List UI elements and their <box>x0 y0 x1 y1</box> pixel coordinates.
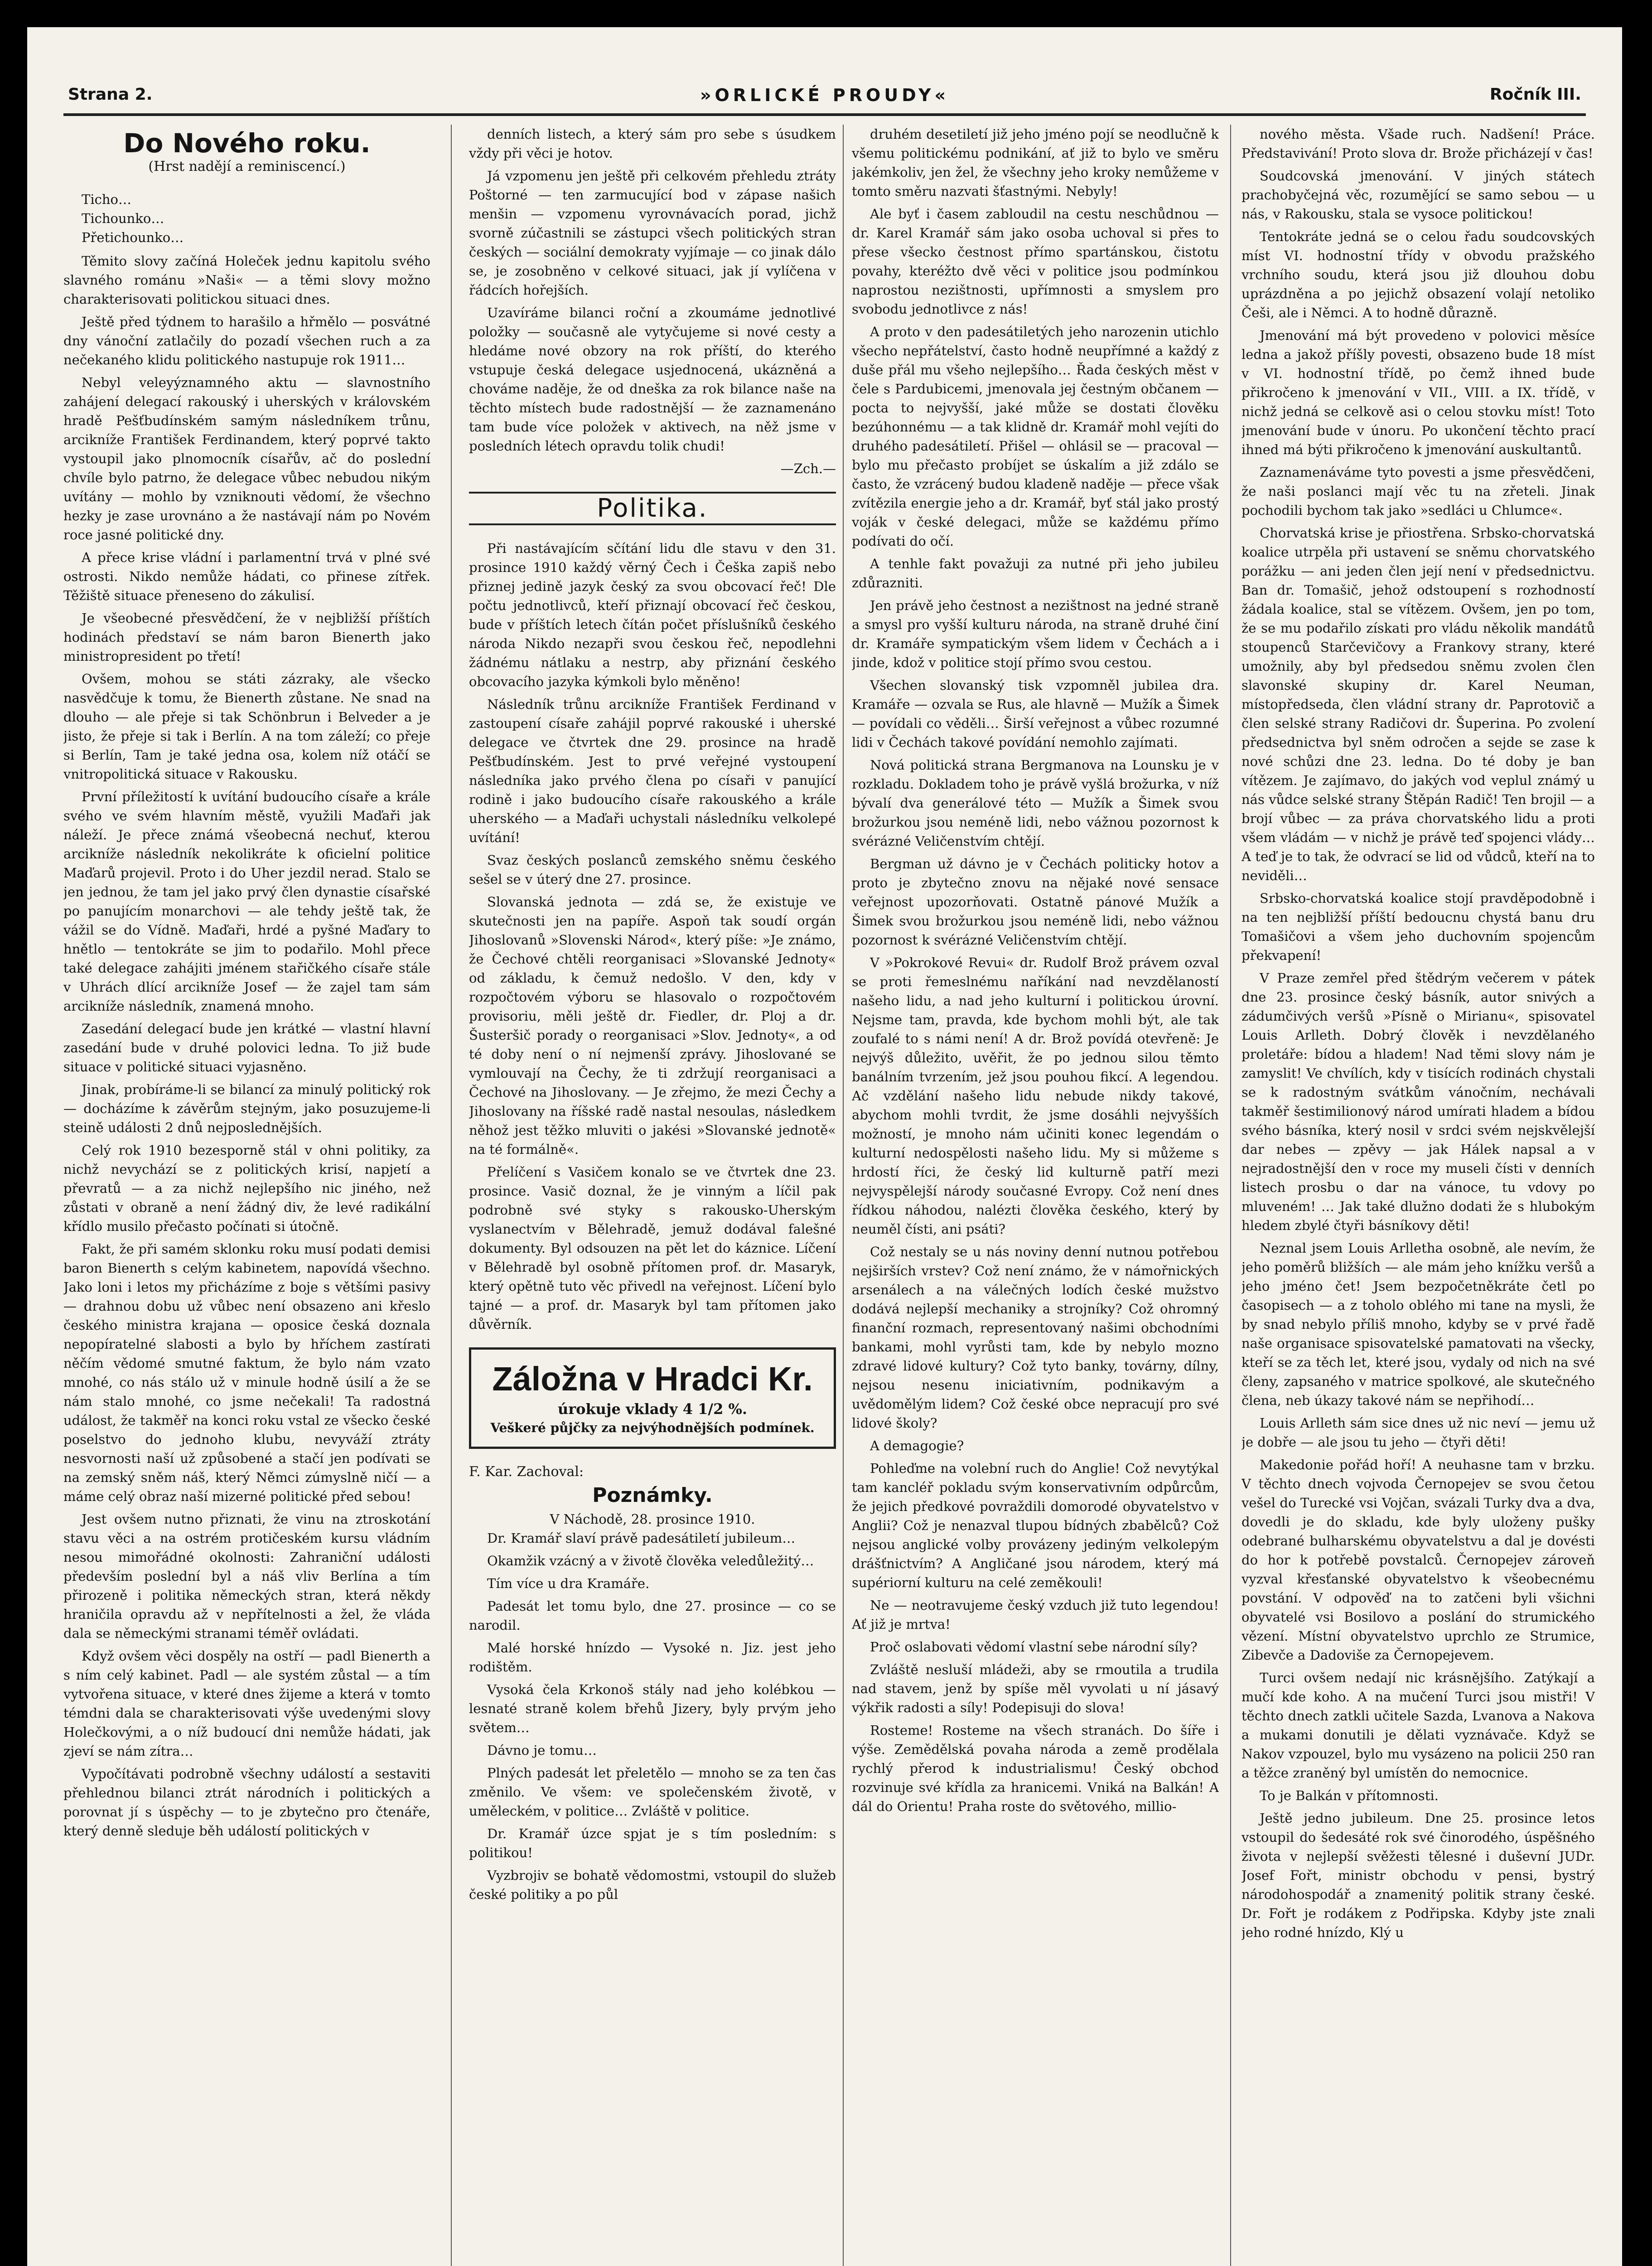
article-body <box>1241 125 1595 1942</box>
paragraph: To je Balkán v přítomnosti. <box>1260 1788 1439 1803</box>
paragraph: První příležitostí k uvítání budoucího císaře a krále svého ve svém hlavním městě, využili Maďaři jak náleží. Je přece známá všeobecná nechuť, kterou arcikníže následník nekolikráte k oficielní politice Maďarů projevil. Proto i do Uher jezdil nerad. Stalo se jen jednou, že tam jel jako prvý člen dynastie císařské po panujícím monarchovi — ale tehdy ještě tak, že vážil se do Vídně. Maďaři, hrdé a pyšné Maďary to hnětlo — tentokráte se jim to podařilo. Mohl přece také delegace zahájiti jménem stařičkého císaře stále v Uhrách dlící arcikníže Josef — že zajel tam sám arcikníže následník, znamená mnoho. <box>63 789 430 1014</box>
page-number: Strana 2. <box>68 85 153 104</box>
paragraph: Ne — neotravujeme český vzduch již tuto legendou! Ať již je mrtva! <box>852 1598 1219 1632</box>
paragraph: Proč oslabovati vědomí vlastní sebe národní síly? <box>870 1639 1198 1655</box>
paragraph: Soudcovská jmenování. V jiných státech prachobyčejná věc, rozumějící se samo sebou — u nás, v Rakousku, stala se vysoce politickou! <box>1241 168 1595 222</box>
politics-section <box>469 539 836 1334</box>
bank-advertisement <box>469 1347 836 1449</box>
paragraph: Jest ovšem nutno přiznati, že vinu na ztroskotání stavu věci a na ostrém protičeském kursu vládním nesou mimořádné okolnosti: Zahraniční události především poslední byl a náš vliv Berlína a tím přirozeně i politika německých stran, která někdy hraničila opravdu až v nepřítelnosti a žel, že vláda dala se německými stranami téměř ovládati. <box>63 1511 430 1641</box>
author-signature: —Zch.— <box>780 461 836 476</box>
paragraph: Ovšem, mohou se státi zázraky, ale všecko nasvědčuje k tomu, že Bienerth zůstane. Ne snad na dlouho — ale přeje si tak Schönbrun i Belveder a je jisto, že přeje si tak i Berlín. A na tom záleží; co přeje si Berlín, Tam je také jedna osa, kolem níž otáčí se vnitropolitická situace v Rakousku. <box>63 671 430 782</box>
paragraph: Vyzbrojiv se bohatě vědomostmi, vstoupil do služeb české politiky a po půl <box>469 1868 836 1902</box>
paragraph: Okamžik vzácný a v životě člověka veledůležitý… <box>487 1553 814 1569</box>
paragraph: Bergman už dávno je v Čechách politicky hotov a proto je zbytečno znovu na nějaké nové sensace veřejnost upozorňovati. Ostatně pánové Mužík a Šimek svou brožurkou jsou neméně lidi, nebo vážnou pozornost k svérázné Veličenstvím chtějí. <box>852 856 1219 948</box>
paragraph: Pohleďme na volební ruch do Anglie! Což nevytýkal tam kancléř pokladu svým konservativním odpůrcům, že jejich předkové povraždili domorodé obyvatelstvo v Anglii? Což je nenazval tlupou bídných zbabělců? Což nejsou anglické volby provázeny jediným velkolepým drášťnictvím? A Angličané jsou národem, který má supériorní kulturu na celé zeměkouli! <box>852 1461 1219 1590</box>
paragraph: Rosteme! Rosteme na všech stranách. Do šíře i výše. Zemědělská povaha národa a země prodělala rychlý přerod k industrialismu! Český obchod rozvinuje své křídla za hranicemi. Vniká na Balkán! A dál do Orientu! Praha roste do světového, millio- <box>852 1723 1219 1814</box>
paragraph: Zasedání delegací bude jen krátké — vlastní hlavní zasedání bude v druhé polovici ledna. To již bude situace v politické situaci vyjasněno. <box>63 1021 430 1075</box>
paragraph: Turci ovšem nedají nic krásnějšího. Zatýkají a mučí kde koho. A na mučení Turci jsou mistři! V těchto dnech zatkli učitele Sazda, Lvanova a Nakova a mukami donutili je dělati vyznávače. Když se Nakov vzpouzel, bylo mu vysázeno na policii 250 ran a těžce zraněný byl umístěn do nemocnice. <box>1241 1670 1595 1781</box>
paragraph: Padesát let tomu bylo, dne 27. prosince — co se narodil. <box>469 1598 836 1633</box>
paragraph: Srbsko-chorvatská koalice stojí pravděpodobně i na ten nejbližší příští bedoucnu chystá banu dru Tomašičovi a všem jeho duchovním spojencům překvapení! <box>1241 891 1595 963</box>
paragraph: Celý rok 1910 bezesporně stál v ohni politiky, za nichž nevychází se z politických krisí, napjetí a převratů — a za nichž nejlepšího nic jiného, než zůstati v obraně a není žádný div, že levé radikální křídlo musilo přečasto počínati si útočně. <box>63 1143 430 1234</box>
column-1 <box>63 125 430 2266</box>
paragraph: Tím více u dra Kramáře. <box>487 1576 650 1591</box>
paragraph: druhém desetiletí již jeho jméno pojí se neodlučně k všemu politickému podnikání, ať již to bylo ve směru jakémkoliv, jen žel, že všechny jeho kroky nemůžeme v tomto směru nazvati šťastnými. Nebyly! <box>852 126 1219 199</box>
column-2 <box>469 125 836 2266</box>
article-title: Do Nového roku. <box>123 128 371 159</box>
paragraph: Zvláště nesluší mládeži, aby se rmoutila a trudila nad stavem, jenž by spíše měl vyvolati u ní jásavý výkřik radosti a síly! Podepisuji do slova! <box>852 1662 1219 1715</box>
paragraph: Fakt, že při samém sklonku roku musí podati demisi baron Bienerth s celým kabinetem, napovídá všechno. Jako loni i letos my přicházíme z boje s většími pasivy — drahnou dobu už vůbec není obsazeno ani křeslo českého ministra krajana — oposice česká doznala nepopíratelné slabosti a bylo by hříchem zastírati něčím vědomé smutné faktum, že bylo nám vzato mnohé, co nás stálo už v minule hodně úsilí a že se nám stalo mnohé, co jsme nečekali! Ta radostná událost, že takměř na konci roku vstal ze všecko české poselstvo do jednoho klubu, nevyváží ztráty nesvornosti naší už způsobené a stačí jen podívati se na zemský sněm náš, který Němci zúmyslně ničí — a máme celý obraz naší mizerné politické před sebou! <box>63 1241 430 1504</box>
paragraph: Ale byť i časem zabloudil na cestu neschůdnou — dr. Karel Kramář sám jako osoba uchoval si přes to přese všecko čestnost přímo spartánskou, čistotu povahy, kteréžto dvě věci v politice jsou podmínkou naprostou nezištnosti, upřímnosti a smyslem pro svobodu jednotlivce z nás! <box>852 206 1219 317</box>
paragraph: Jmenování má být provedeno v polovici měsíce ledna a jakož příšly povesti, obsazeno bude 18 míst v VI. hodnostní třídě, po čemž ihned bude přikročeno k jmenování v VII., VIII. a IX. třídě, v nichž jedná se celkově asi o celou stovku míst! Toto jmenování bude v únoru. Po ukončení těchto prací ihned má býti přikročeno k jmenování auskultantů. <box>1241 328 1595 457</box>
paragraph: Slovanská jednota — zdá se, že existuje ve skutečnosti jen na papíře. Aspoň tak soudí orgán Jihoslovanů »Slovenski Národ«, který píše: »Je známo, že Čechové chtěli reorganisaci »Slovanské Jednoty« od základu, k čemuž nedošlo. V den, kdy v rozpočtovém výboru se hlasovalo o rozpočtovém provisoriu, měli ještě dr. Fiedler, dr. Ploj a dr. Šusteršič porady o reorganisaci »Slov. Jednoty«, a od té doby není o ní nejmenší zprávy. Jihoslované se vymlouvají na Čechy, že ti zdržují reorganisaci a Čechové na Jihoslovany. — Je zřejmo, že mezi Čechy a Jihoslovany na říšské radě nastal nesoulas, následkem něhož jest těžko mluviti o jakési »Slovanské jednotě« na té formálně«. <box>469 894 836 1157</box>
column-divider <box>843 125 844 2266</box>
paragraph: A proto v den padesátiletých jeho narozenin utichlo všecho nepřátelství, často hodně neupřímné a každý z duše přál mu všeho nejlepšího… Řada českých měst v čele s Pardubicemi, jmenovala jej čestným občanem — pocta to nejvyšší, jaké může se dostati člověku bezúhonnému — a tak klidně dr. Kramář mohl vejíti do druhého padesátiletí. Přišel — ohlásil se — pracoval — bylo mu přečasto probíjet se úskalím a již zdálo se často, že vzrácený budou kladeně naděje — přece však zvítězila energie jeho a dr. Kramář, byť stál jako prostý voják v české delegaci, může se každému přímo podívati do očí. <box>852 324 1219 549</box>
paragraph: Ještě před týdnem to harašilo a hřmělo — posvátné dny vánoční zatlačily do pozadí všechen ruch a za nečekaného klidu politického nastupuje rok 1911… <box>63 314 430 368</box>
column-divider <box>1230 125 1231 2266</box>
paragraph: Svaz českých poslanců zemského sněmu českého sešel se v úterý dne 27. prosince. <box>469 852 836 887</box>
paragraph: Což nestaly se u nás noviny denní nutnou potřebou nejširších vrstev? Což není známo, že v námořnických arsenálech a na válečných lodích české mužstvo dodává nejlepší mechaniky a strojníky? Což ohromný finanční rozmach, representovaný našimi obchodními bankami, mohl vyrůsti tam, kde by nebylo mozno zdravé lidové kultury? Což tyto banky, továrny, dílny, nejsou nesenu iniciativním, podnikavým a uvědomělým lidem? Což české obce nepracují pro své lidové školy? <box>852 1244 1219 1431</box>
paragraph: Dr. Kramář slaví právě padesátiletí jubileum… <box>487 1530 796 1546</box>
paragraph: Makedonie pořád hoří! A neuhasne tam v brzku. V těchto dnech vojvoda Černopejev se svou četou vešel do Turecké vsi Vojčan, svázali Turky dva a dva, dovedli je do skladu, kde byly uloženy pušky odebrané bulharskému obyvatelstvu a dal je dovésti do hor k potřebě povstalců. Černopejev zároveň vyzval křesťanské obyvatelstvo k všeobecnému povstání. V odpověď na to zatčeni byli všichni obyvatelé vsi Bosilovo a poslání do strumického vězení. Místní obyvatelstvo uprchlo ze Strumice, Zibevče a Dadoviše za Černopejevem. <box>1241 1457 1595 1663</box>
paragraph: Dr. Kramář úzce spjat je s tím posledním: s politikou! <box>469 1826 836 1860</box>
paragraph: Zaznamenáváme tyto povesti a jsme přesvědčeni, že naši poslanci mají věc tu na zřeteli. Jinak pochodili bychom tak jako »sedláci u Chlumce«. <box>1241 465 1595 518</box>
dateline: V Náchodě, 28. prosince 1910. <box>550 1511 755 1527</box>
paragraph: Vysoká čela Krkonoš stály nad jeho kolébkou — lesnaté straně kolem břehů Jizery, byly prvým jeho světem… <box>469 1682 836 1735</box>
page-header <box>63 77 1586 116</box>
paragraph: A demagogie? <box>870 1438 964 1453</box>
paragraph: Já vzpomenu jen ještě při celkovém přehledu ztráty Poštorné — ten zarmucující bod v zápase našich menšin — vzpomenu vyrovnávacích porad, jichž svorně zúčastnili se zástupci všech politických stran českých — sociální demokraty vyjímaje — co jinak dálo se, je zosobněno v celkové situaci, jak jí vylíčena v řádcích hořejších. <box>469 168 836 298</box>
article-body <box>63 252 430 1840</box>
column-4 <box>1241 125 1595 2266</box>
ad-title: Záložna v Hradci Kr. <box>492 1360 813 1398</box>
paragraph: Chorvatská krise je přiostřena. Srbsko-chorvatská koalice utrpěla při ustavení se sněmu chorvatského porážku — ani jeden člen její není v předsednictvu. Ban dr. Tomašič, jehož odstoupení s rozhodností žádala koalice, stal se vítězem. Ovšem, jen po tom, že se mu podařilo získati pro vládu několik mandátů stoupenců Starčevičovy a Frankovy strany, které umožnily, aby byl předsedou sněmu zvolen člen slavonské skupiny dr. Karel Neuman, místopředseda, člen vládní strany dr. Paprotovič a člen selské strany Radičovi dr. Šuperina. Po zvolení předsednictva byl sněm odročen a sejde se zase k nové schůzi dne 23. ledna. Do té doby je ban vítězem. Je zajímavo, do jakých vod veplul známý u nás vůdce selské strany Štěpán Radič! Ten brojil — a brojí vůbec — za práva chorvatského lidu a proti všem vládám — v nichž je právě teď spojenci vlády… A teď je to tak, že odvrací se lid od vůdců, kteří na to neviděli… <box>1241 525 1595 883</box>
paragraph: Dávno je tomu… <box>487 1743 597 1758</box>
notes-body <box>469 1529 836 1904</box>
paragraph: Vypočítávati podrobně všechny událostí a sestaviti přehlednou bilanci ztrát národních i politických a porovnat jí s úspěchy — to je zbytečno pro čtenáře, který denně sleduje běh událostí politických v <box>63 1766 430 1839</box>
masthead: »ORLICKÉ PROUDY« <box>700 85 950 105</box>
article-title: Poznámky. <box>592 1484 713 1507</box>
paragraph: denních listech, a který sám pro sebe s úsudkem vždy při věci je hotov. <box>469 126 836 161</box>
paragraph: Nebyl veleyýznamného aktu — slavnostního zahájení delegací rakouský i uherských v královském hradě Pešťbudínském samým následníkem trůnu, arcikníže František Ferdinandem, který poprvé takto vystoupil jako plnomocník císařův, ač do poslední chvíle bylo patrno, že delegace vůbec nebudou nikým uvítány — mohlo by vzniknouti vědomí, že všechno hezky je zase urovnáno a že nastávají nám po Novém roce jasné politické dny. <box>63 375 430 542</box>
paragraph: Neznal jsem Louis Arlletha osobně, ale nevím, že jeho poměrů bližších — ale mám jeho knížku veršů a jeho jméno čet! Jsem bezpočetněkráte četl po časopisech — a z toholo oblého mi tane na mysli, že by snad nebylo příliš mnoho, kdyby se v prvé řadě naše organisace spisovatelské pamatovati na všecky, kteří se za těch let, které jsou, vydaly od nich na své členy, zapsaného v matrice spolkové, ale skutečného člena, neb úkazy takové nám se nepřihodí… <box>1241 1240 1595 1408</box>
paragraph: nového města. Všade ruch. Nadšení! Práce. Představivání! Proto slova dr. Brože přicházejí v čas! <box>1241 126 1595 161</box>
ad-loans-line: Veškeré půjčky za nejvýhodnějších podmínek. <box>490 1420 815 1435</box>
paragraph: Louis Arlleth sám sice dnes už nic neví — jemu už je dobře — ale jsou tu jeho — čtyři děti! <box>1241 1415 1595 1450</box>
paragraph: Všechen slovanský tisk vzpomněl jubilea dra. Kramáře — ozvala se Rus, ale hlavně — Mužík a Šimek — povídali co věděli… Širší veřejnost a vůbec rozumné lidi v Čechách takové povídání nemohlo zajímati. <box>852 678 1219 750</box>
article-byline: F. Kar. Zachoval: <box>469 1464 584 1480</box>
paragraph: Jinak, probíráme-li se bilancí za minulý politický rok — docházíme k závěrům stejným, jako posuzujeme-li steině události 2 dnů nejposlednějších. <box>63 1082 430 1135</box>
ad-interest-line: úrokuje vklady 4 1/2 %. <box>557 1400 748 1418</box>
column-3 <box>852 125 1219 2266</box>
paragraph: Nová politická strana Bergmanova na Lounsku je v rozkladu. Dokladem toho je právě vyšlá brožurka, v níž bývalí dva generálové této — Mužík a Šimek svou brožurkou jsou neméně lidi, nebo vážnou pozornost k svérázné Veličenstvím chtějí. <box>852 757 1219 849</box>
paragraph: A tenhle fakt považuji za nutné při jeho jubileu zdůrazniti. <box>852 556 1219 591</box>
poem-line: Ticho… <box>82 192 131 207</box>
paragraph: Ještě jedno jubileum. Dne 25. prosince letos vstoupil do šedesáté rok své činorodého, úspěšného života v nejlepší svěžesti tělesné i duševní JUDr. Josef Fořt, ministr obchodu v pensi, bystrý národohospodář a znamenitý politik strany české. Dr. Fořt je rodákem z Podřipska. Kdyby jste znali jeho rodné hnízdo, Klý u <box>1241 1811 1595 1940</box>
paragraph: Tentokráte jedná se o celou řadu soudcovských míst VI. hodnostní třídy v obvodu pražského vrchního soudu, která jsou již dlouhou dobu uprázdněna a po jejichž obsazení volají netoliko Češi, ale i Němci. A to hodně důrazně. <box>1241 229 1595 320</box>
paragraph: Je všeobecné přesvědčení, že v nejbližší příštích hodinách představí se nám baron Bienerth jako ministropresident po třetí! <box>63 610 430 664</box>
paragraph: Přelíčení s Vasičem konalo se ve čtvrtek dne 23. prosince. Vasič doznal, že je vinným a líčil pak podrobně své styky s rakousko-Uherským vyslanectvím v Bělehradě, jemuž dodával falešné dokumenty. Byl odsouzen na pět let do káznice. Líčení v Bělehradě byl osobně přítomen prof. dr. Masaryk, který opětně tuto věc přivedl na veřejnost. Líčení bylo tajné — a prof. dr. Masaryk byl tam přítomen jako důvěrník. <box>469 1164 836 1332</box>
paragraph: Malé horské hnízdo — Vysoké n. Jiz. jest jeho rodištěm. <box>469 1640 836 1675</box>
paragraph: A přece krise vládní i parlamentní trvá v plné své ostrosti. Nikdo nemůže hádati, co přinese zítřek. Těžiště situace přeneseno do zákulisí. <box>63 550 430 603</box>
column-divider <box>451 125 452 2266</box>
paragraph: Jen právě jeho čestnost a nezištnost na jedné straně a smysl pro vyšší kulturu národa, na straně druhé činí dr. Kramáře sympatickým všem lidem v Čechách a i jinde, kdož v politice stojí přímo svou cestou. <box>852 598 1219 670</box>
article-subtitle: (Hrst nadějí a reminiscencí.) <box>148 159 346 174</box>
article-continuation <box>469 125 836 455</box>
paragraph: Když ovšem věci dospěly na ostří — padl Bienerth a s ním celý kabinet. Padl — ale systém zůstal — a tím vytvořena situace, v které dnes žijeme a která v tomto témdni dala se charakterisovati výše uvedenými slovy Holečkovými, a o níž budoucí dni nemůže hádati, jak zjeví se nám zítra… <box>63 1648 430 1759</box>
paragraph: V »Pokrokové Revui« dr. Rudolf Brož právem ozval se proti řemeslnému naříkání nad nevzdělaností našeho lidu, a nad jeho kulturní i politickou úrovní. Nejsme tam, pravda, kde bychom mohli být, ale tak zoufalé to s námi není! A dr. Brož povídá otevřeně: Je nejvýš důležito, uvěřit, že po jednou silou těmto banálním tvrzením, jež jsou pouhou fikcí. A legendou. Ač vzdělání našeho lidu nebude nikdy takové, abychom mohli tvrdit, že jsme dosáhli nejvyšších možností, je mnoho nám učiniti konec legendám o kulturní nedospělosti našeho lidu. My si můžeme s hrdostí říci, že český lid kulturně patří mezi nejvyspělejší národy současné Evropy. Což není dnes řídkou náhodou, nalézti člověka českého, který by neuměl čísti, ani psáti? <box>852 955 1219 1237</box>
newspaper-page <box>27 27 1622 2266</box>
paragraph: Uzavíráme bilanci roční a zkoumáme jednotlivé položky — současně ale vytyčujeme si nové cesty a hledáme nové obzory na rok příští, do kterého vstupuje česká delegace usjednocená, ukázněná a chováme naděje, že od dneška za rok bilance naše na těchto místech bude radostnější — že zaznamenáno tam bude více položek v aktivech, na něž jsme v posledních létech opravdu tolik chudi! <box>469 305 836 454</box>
volume-label: Ročník III. <box>1489 85 1581 104</box>
poem-line: Tichounko… <box>82 211 164 226</box>
paragraph: Při nastávajícím sčítání lidu dle stavu v den 31. prosince 1910 každý věrný Čech i Češka zapiš nebo přiznej jedině jazyk český za svou obcovací řeč! Dle počtu jednotlivců, kteří přiznají obcovací řeč českou, bude v příštích letech čítán počet příslušníků českého národa Nikdo nezapři svou českou řeč, nepodlehni žádnému nátlaku a nestrp, aby přiznání českého obcovacího jazyka kýmkoli bylo měněno! <box>469 541 836 689</box>
paragraph: Plných padesát let přeletělo — mnoho se za ten čas změnilo. Ve všem: ve společenském životě, v uměleckém, v politice… Zvláště v politice. <box>469 1765 836 1819</box>
opening-poem <box>82 190 430 247</box>
poem-line: Přetichounko… <box>82 230 184 245</box>
article-body <box>852 125 1219 1816</box>
paragraph: V Praze zemřel před štědrým večerem v pátek dne 23. prosince český básník, autor snivých a zádumčivých veršů »Písně o Mirianu«, spisovatel Louis Arlleth. Dobrý člověk i nevzdělaného proletáře: bídou a hladem! Nad těmi slovy nám je zamyslit! Ve chvílích, kdy v tisících rodinách chystali se k radostným svátkům vánočním, nechávali takměř šestimilionový národ umírati hladem a bídou svého básníka, který nosil v srdci svém nejskvělejší dar nebes — zpěvy — jak Hálek napsal a v nejradostnější den v roce my museli čísti v denních listech prosbu o dar na vánoce, tu vdovy po mluveném! … Jak také dlužno dodati že s hlubokým hledem zbylé čtyři básníkovy děti! <box>1241 970 1595 1233</box>
section-heading: Politika. <box>469 492 836 525</box>
paragraph: Následník trůnu arcikníže František Ferdinand v zastoupení císaře zahájil poprvé rakouské i uherské delegace ve čtvrtek dne 29. prosince na hradě Pešťbudínském. Jest to prvé veřejné vystoupení následníka jako prvého člena po císaři v panující rodině i jako budoucího císaře rakouského a krále uherského — a Maďaři uchystali následníku velkolepé uvítání! <box>469 697 836 845</box>
paragraph: Těmito slovy začíná Holeček jednu kapitolu svého slavného románu »Naši« — a těmi slovy možno charakterisovati politickou situaci dnes. <box>63 253 430 307</box>
